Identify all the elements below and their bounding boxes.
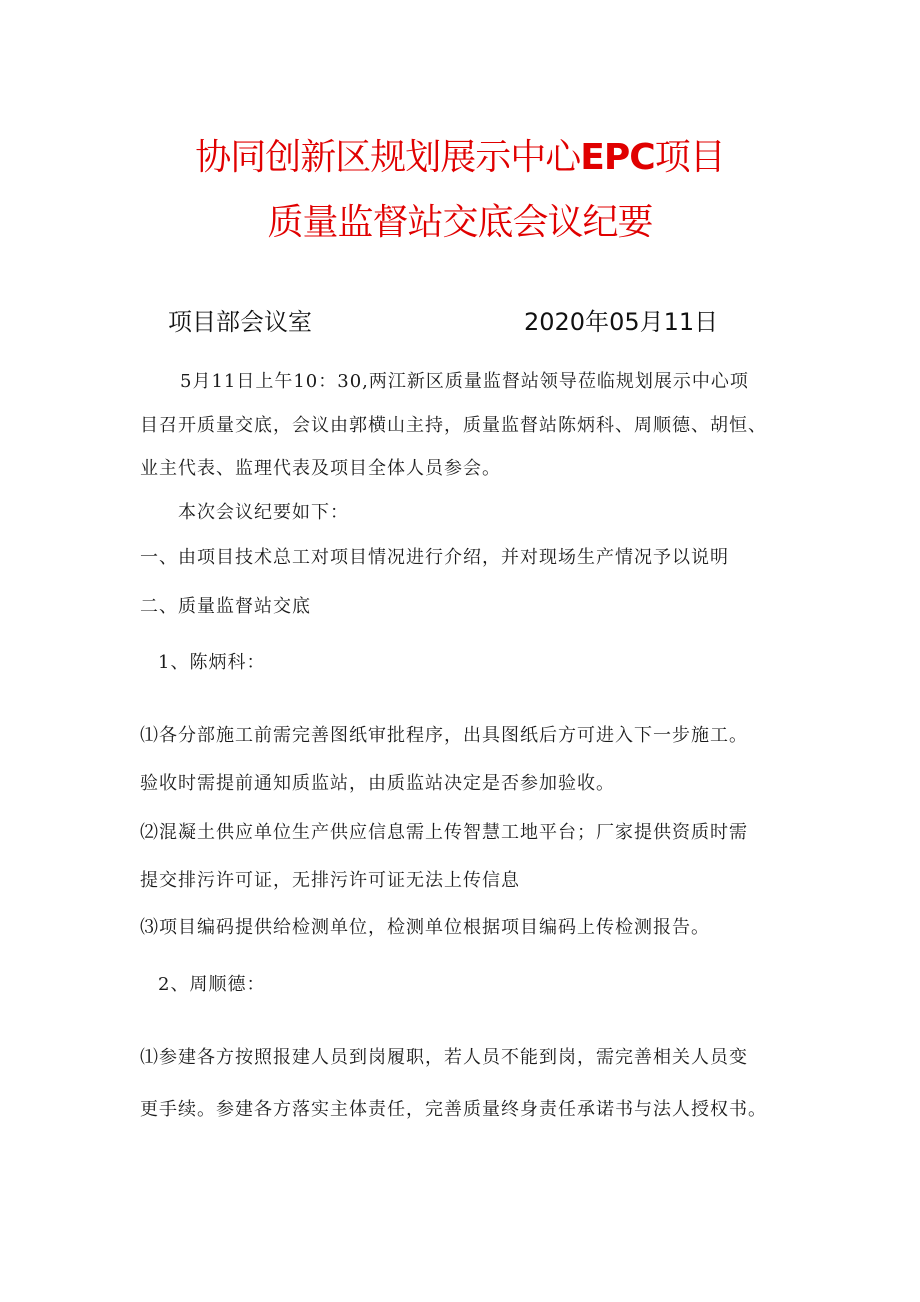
item-1-1-line-2: 验收时需提前通知质监站，由质监站决定是否参加验收。: [140, 773, 615, 794]
item-1-2-line-2: 提交排污许可证，无排污许可证无法上传信息: [140, 870, 520, 891]
speaker-1-heading: 1、陈炳科：: [158, 652, 266, 673]
intro-line-2: 目召开质量交底，会议由郭横山主持，质量监督站陈炳科、周顺德、胡恒、: [140, 415, 767, 436]
item-1-2-line-1: ⑵混凝土供应单位生产供应信息需上传智慧工地平台；厂家提供资质时需: [140, 822, 748, 843]
item-1-3: ⑶项目编码提供给检测单位，检测单位根据项目编码上传检测报告。: [140, 917, 710, 938]
section-2-heading: 二、质量监督站交底: [140, 596, 311, 617]
intro-line-1: 5月11日上午10：30,两江新区质量监督站领导莅临规划展示中心项: [180, 371, 749, 392]
intro-line-3: 业主代表、监理代表及项目全体人员参会。: [140, 458, 501, 479]
document-title-line-2: 质量监督站交底会议纪要: [267, 202, 653, 243]
item-2-1-line-1: ⑴参建各方按照报建人员到岗履职，若人员不能到岗，需完善相关人员变: [140, 1047, 748, 1068]
item-1-1-line-1: ⑴各分部施工前需完善图纸审批程序，出具图纸后方可进入下一步施工。: [140, 725, 748, 746]
summary-lead: 本次会议纪要如下：: [178, 502, 349, 523]
section-1-heading: 一、由项目技术总工对项目情况进行介绍，并对现场生产情况予以说明: [140, 547, 729, 568]
title-line-1-zh: 协同创新区规划展示中心: [195, 137, 581, 178]
speaker-2-heading: 2、周顺德：: [158, 974, 266, 995]
document-title-line-1: [0, 136, 920, 180]
title-line-1-en: EPC: [580, 137, 655, 178]
item-2-1-line-2: 更手续。参建各方落实主体责任，完善质量终身责任承诺书与法人授权书。: [140, 1099, 767, 1120]
meeting-place: 项目部会议室: [168, 308, 312, 336]
meeting-date: 2020年05月11日: [524, 308, 719, 336]
title-line-1-tail: 项目: [654, 137, 725, 178]
